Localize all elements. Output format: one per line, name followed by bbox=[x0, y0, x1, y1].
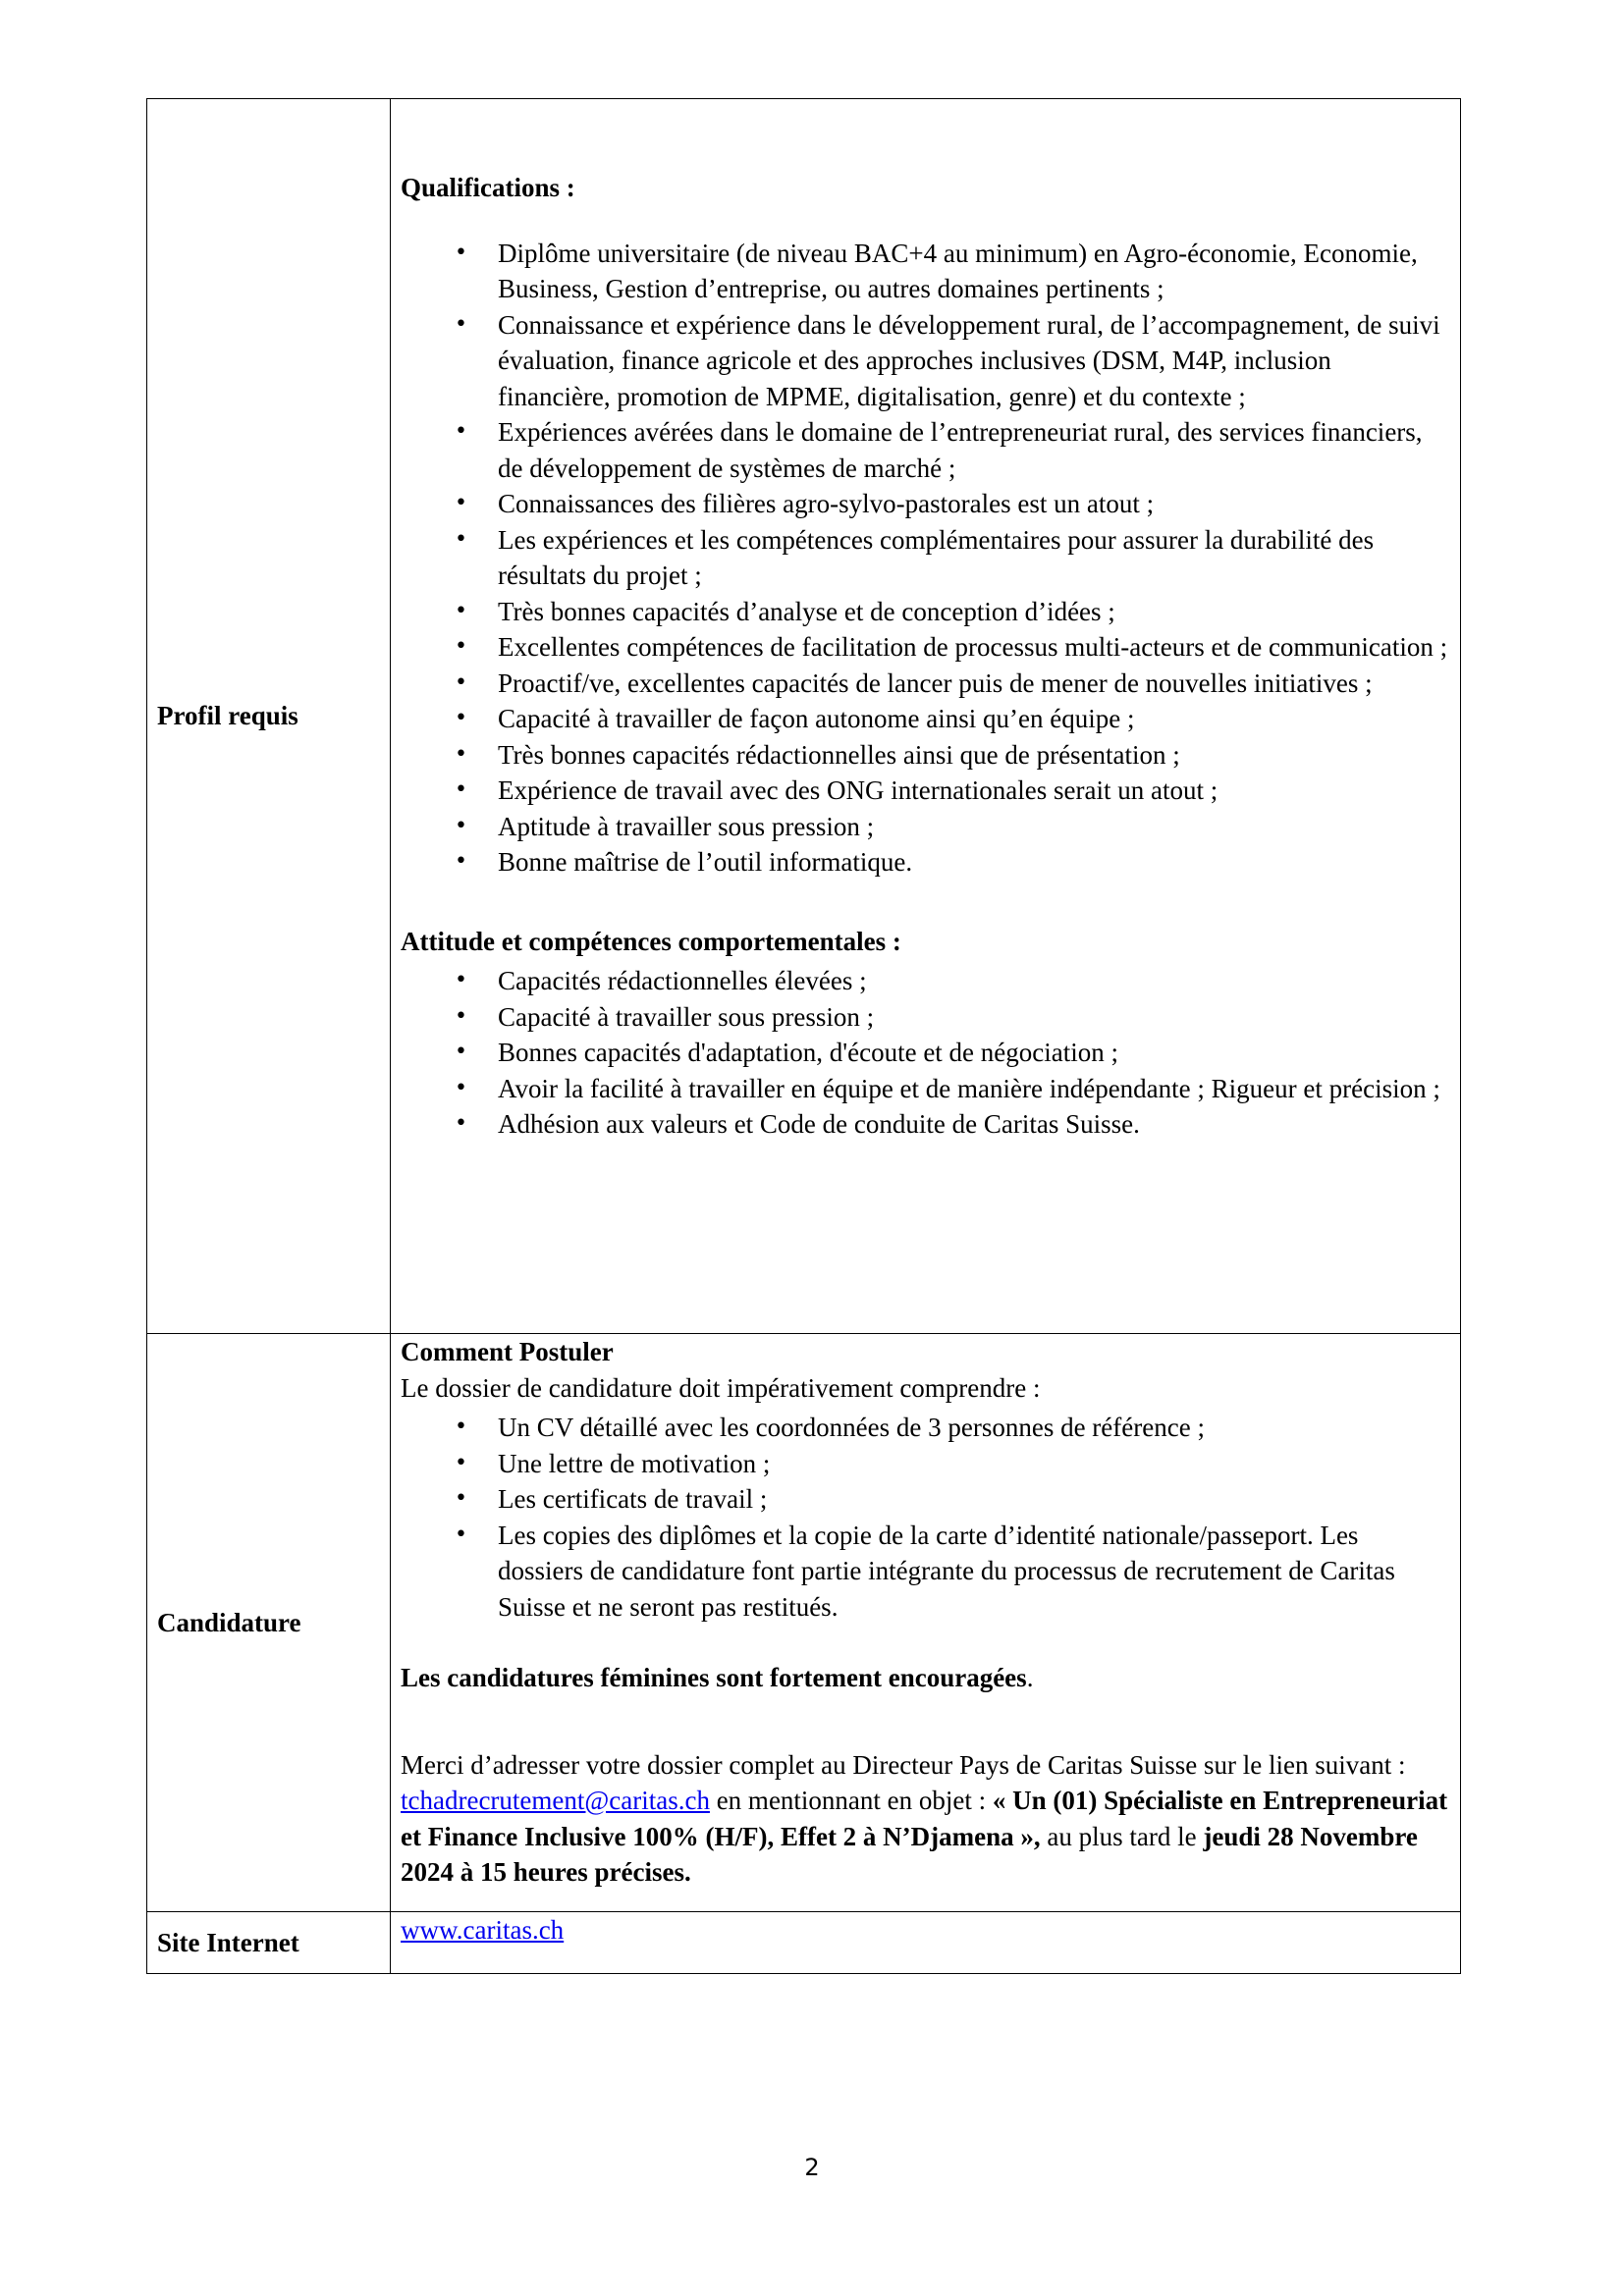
list-item: • Les certificats de travail ; bbox=[401, 1481, 1450, 1518]
list-item: • Capacité à travailler de façon autonome ainsi qu’en équipe ; bbox=[401, 701, 1450, 737]
list-item: • Excellentes compétences de facilitation de processus multi-acteurs et de communication ; bbox=[401, 629, 1450, 666]
women-encouraged-note bbox=[401, 1660, 1450, 1696]
website-link[interactable]: www.caritas.ch bbox=[401, 1915, 565, 1945]
list-item: • Très bonnes capacités rédactionnelles ainsi que de présentation ; bbox=[401, 737, 1450, 774]
list-item: • Connaissances des filières agro-sylvo-pastorales est un atout ; bbox=[401, 486, 1450, 522]
list-item: • Capacité à travailler sous pression ; bbox=[401, 999, 1450, 1036]
attitude-heading: Attitude et compétences comportementales : bbox=[401, 926, 901, 956]
site-content bbox=[391, 1912, 1461, 1974]
submission-text: en mentionnant en objet : bbox=[709, 1786, 993, 1815]
attitude-list bbox=[401, 963, 1450, 1143]
list-item: • Avoir la facilité à travailler en équipe et de manière indépendante ; Rigueur et précision ; bbox=[401, 1071, 1450, 1107]
candidature-row bbox=[147, 1334, 1461, 1912]
email-link[interactable]: tchadrecrutement@caritas.ch bbox=[401, 1786, 710, 1815]
profil-row bbox=[147, 99, 1461, 1334]
list-item: • Les expériences et les compétences complémentaires pour assurer la durabilité des résultats du projet ; bbox=[401, 522, 1450, 594]
site-label: Site Internet bbox=[147, 1912, 391, 1974]
list-item: • Connaissance et expérience dans le développement rural, de l’accompagnement, de suivi évaluation, finance agricole et des approches inclusives (DSM, M4P, inclusion financière, promotion de MPME, digitalisation, genre) et du contexte ; bbox=[401, 307, 1450, 415]
qualifications-list bbox=[401, 236, 1450, 881]
women-encouraged-text: Les candidatures féminines sont fortement encouragées bbox=[401, 1663, 1027, 1692]
list-item: • Adhésion aux valeurs et Code de conduite de Caritas Suisse. bbox=[401, 1106, 1450, 1143]
list-item: • Capacités rédactionnelles élevées ; bbox=[401, 963, 1450, 999]
list-item: • Bonne maîtrise de l’outil informatique. bbox=[401, 844, 1450, 881]
list-item: • Diplôme universitaire (de niveau BAC+4 au minimum) en Agro-économie, Economie, Business, Gestion d’entreprise, ou autres domaines pertinents ; bbox=[401, 236, 1450, 307]
how-to-apply-heading: Comment Postuler bbox=[401, 1337, 614, 1366]
submission-instructions bbox=[401, 1747, 1450, 1891]
list-item: • Proactif/ve, excellentes capacités de lancer puis de mener de nouvelles initiatives ; bbox=[401, 666, 1450, 702]
job-subject: « Un (01) Spécialiste en Entrepreneuriat et Finance Inclusive 100% (H/F), Effet 2 à N’Djamena », bbox=[401, 1786, 1448, 1851]
site-row bbox=[147, 1912, 1461, 1974]
submission-text: Merci d’adresser votre dossier complet au Directeur Pays de Caritas Suisse sur le lien suivant : bbox=[401, 1749, 1406, 1780]
list-item: • Expérience de travail avec des ONG internationales serait un atout ; bbox=[401, 773, 1450, 809]
list-item: • Très bonnes capacités d’analyse et de conception d’idées ; bbox=[401, 594, 1450, 630]
list-item: • Expériences avérées dans le domaine de l’entrepreneuriat rural, des services financiers, de développement de systèmes de marché ; bbox=[401, 414, 1450, 486]
candidature-label: Candidature bbox=[147, 1334, 391, 1912]
profil-content bbox=[391, 99, 1461, 1334]
qualifications-heading: Qualifications : bbox=[401, 173, 575, 202]
profil-label: Profil requis bbox=[147, 99, 391, 1334]
application-documents-list bbox=[401, 1410, 1450, 1625]
list-item: • Une lettre de motivation ; bbox=[401, 1446, 1450, 1482]
page-number: 2 bbox=[804, 2154, 820, 2181]
list-item: • Les copies des diplômes et la copie de la carte d’identité nationale/passeport. Les dossiers de candidature font partie intégrante du processus de recrutement de Caritas Suisse et ne seront pas restitués. bbox=[401, 1518, 1450, 1626]
women-encouraged-period: . bbox=[1026, 1663, 1034, 1692]
submission-text: au plus tard le bbox=[1040, 1821, 1204, 1851]
list-item: • Bonnes capacités d'adaptation, d'écoute et de négociation ; bbox=[401, 1035, 1450, 1071]
list-item: • Aptitude à travailler sous pression ; bbox=[401, 809, 1450, 845]
job-offer-table bbox=[146, 98, 1461, 1974]
application-intro: Le dossier de candidature doit impérativement comprendre : bbox=[401, 1372, 1041, 1403]
list-item: • Un CV détaillé avec les coordonnées de 3 personnes de référence ; bbox=[401, 1410, 1450, 1446]
deadline: jeudi 28 Novembre 2024 à 15 heures précises. bbox=[401, 1821, 1418, 1887]
candidature-content bbox=[391, 1334, 1461, 1912]
